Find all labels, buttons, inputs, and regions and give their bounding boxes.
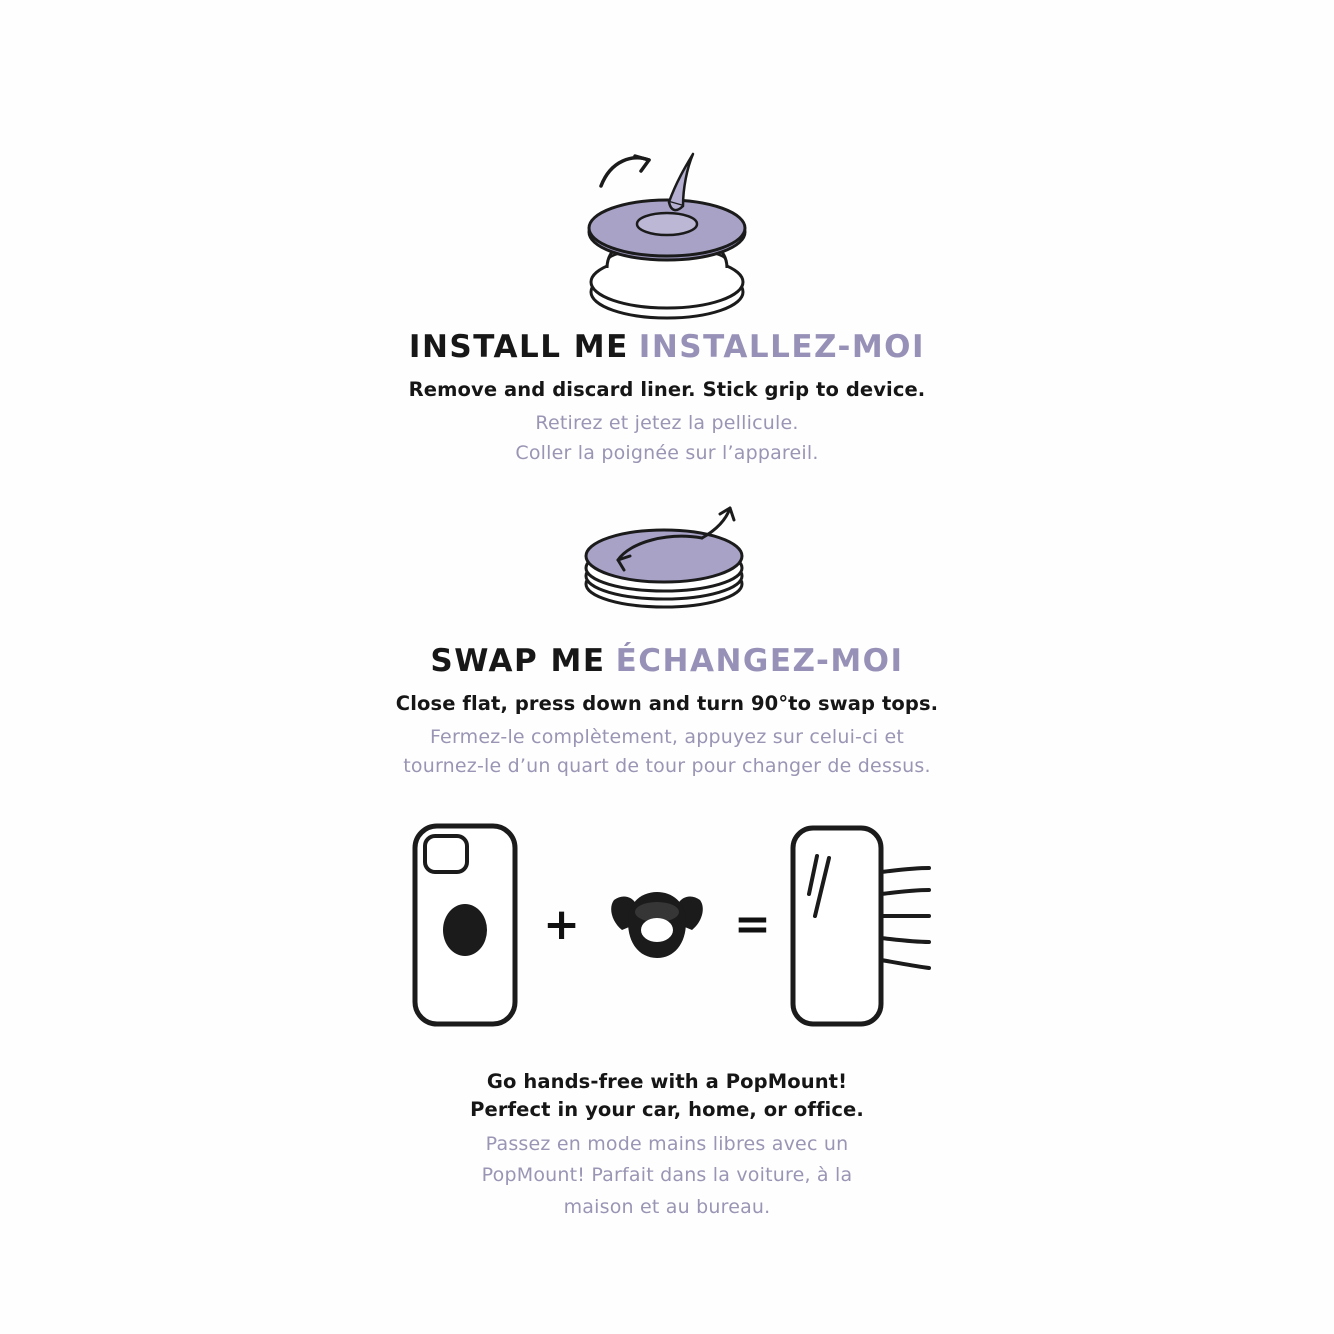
mount-body-fr-line2: PopMount! Parfait dans la voiture, à la bbox=[481, 1164, 853, 1187]
section-mount bbox=[0, 820, 1334, 1221]
install-body-fr-line2: Coller la poignée sur l’appareil. bbox=[515, 442, 819, 465]
mount-body-en-line2: Perfect in your car, home, or office. bbox=[470, 1098, 864, 1122]
swap-heading-fr: ÉCHANGEZ-MOI bbox=[615, 643, 904, 679]
install-body-en: Remove and discard liner. Stick grip to device. bbox=[408, 378, 926, 402]
install-heading bbox=[0, 330, 1334, 364]
swap-body-en: Close flat, press down and turn 90°to swap tops. bbox=[395, 692, 939, 716]
mount-body-fr-line1: Passez en mode mains libres avec un bbox=[485, 1132, 849, 1155]
swap-body-fr-line2: tournez-le d’un quart de tour pour changer de dessus. bbox=[403, 755, 931, 778]
install-heading-en: INSTALL ME bbox=[408, 329, 629, 365]
popgrip-peel-liner-illustration bbox=[537, 140, 797, 330]
popmount-equation bbox=[0, 820, 1334, 1030]
popgrip-twist-top-illustration bbox=[552, 498, 782, 618]
swap-heading-en: SWAP ME bbox=[430, 643, 606, 679]
install-heading-fr: INSTALLEZ-MOI bbox=[638, 329, 926, 365]
install-body-fr-line1: Retirez et jetez la pellicule. bbox=[535, 412, 799, 435]
equals-operator: = bbox=[734, 899, 771, 950]
phone-with-popgrip-icon bbox=[401, 820, 531, 1030]
swap-heading bbox=[0, 644, 1334, 678]
section-swap bbox=[0, 498, 1334, 780]
section-install bbox=[0, 140, 1334, 468]
plus-operator: + bbox=[543, 899, 580, 950]
swap-body-fr-line1: Fermez-le complètement, appuyez sur celui-ci et bbox=[429, 726, 905, 749]
phone-mounted-on-vent-icon bbox=[783, 820, 933, 1030]
popmount-icon bbox=[592, 860, 722, 990]
mount-body-en-line1: Go hands-free with a PopMount! bbox=[486, 1070, 848, 1093]
mount-body-fr-line3: maison et au bureau. bbox=[563, 1195, 771, 1218]
